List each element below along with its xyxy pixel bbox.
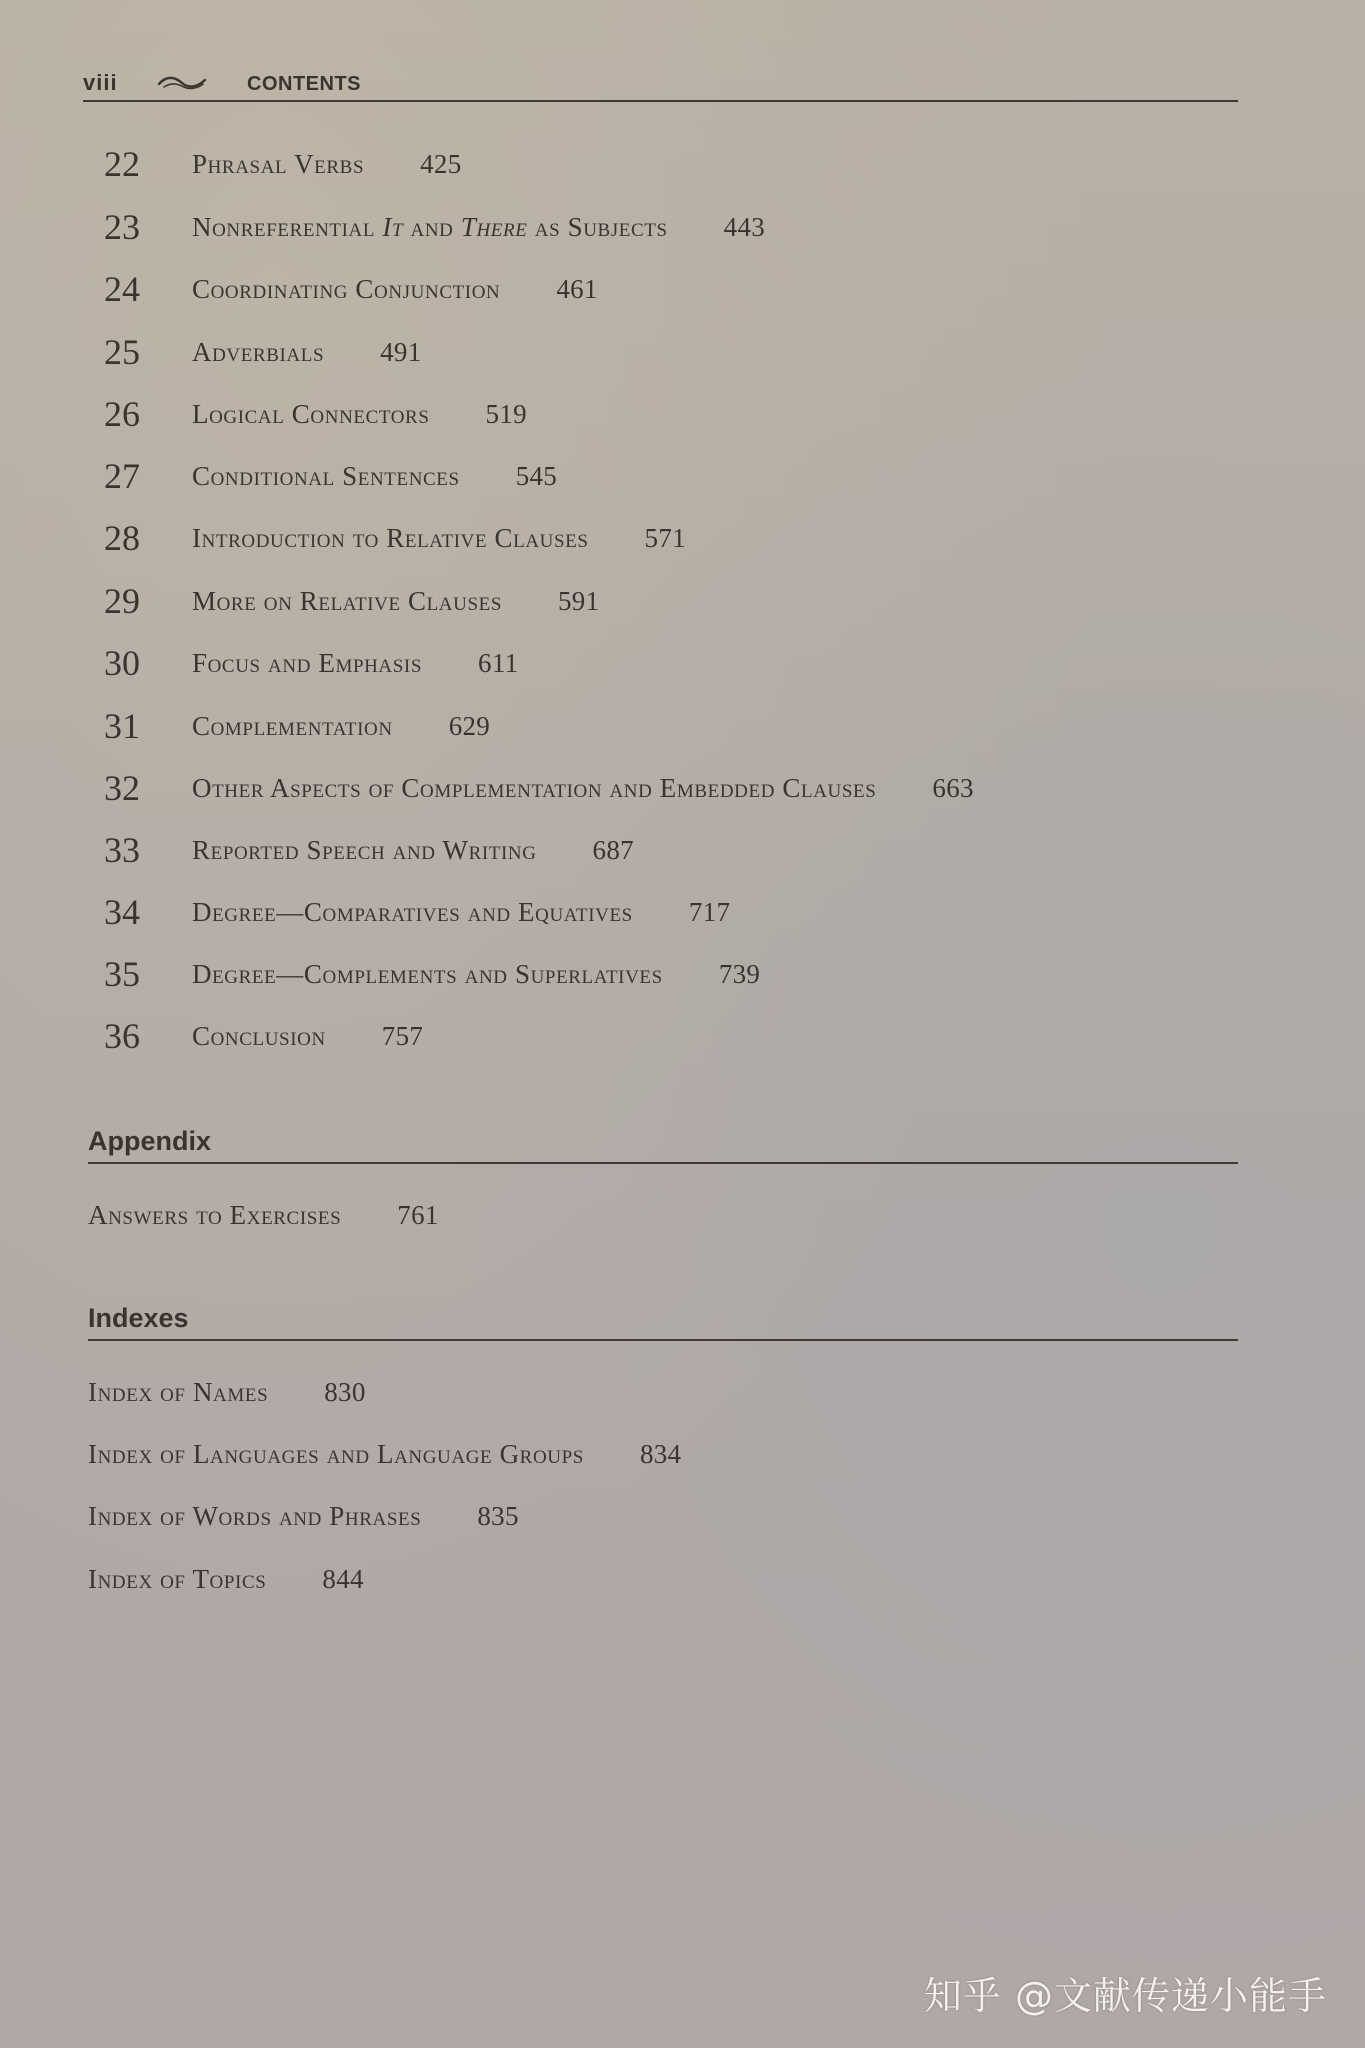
chapter-title: More on Relative Clauses 591 [192, 586, 600, 616]
chapter-page: 491 [380, 337, 422, 367]
chapter-page: 591 [558, 586, 600, 616]
index-entry[interactable]: Index of Topics 844 [88, 1564, 364, 1594]
chapter-entry[interactable] [0, 390, 1365, 438]
chapter-number: 30 [104, 643, 140, 683]
chapter-number: 36 [104, 1016, 140, 1056]
chapter-number: 32 [104, 768, 140, 808]
chapter-number: 33 [104, 830, 140, 870]
chapter-number: 26 [104, 394, 140, 434]
chapter-entry[interactable] [0, 950, 1365, 998]
chapter-page: 629 [448, 711, 491, 741]
entry-page: 830 [324, 1377, 366, 1407]
index-entry[interactable]: Index of Names 830 [88, 1377, 366, 1407]
chapter-page: 425 [420, 149, 462, 179]
chapter-number: 27 [104, 456, 140, 496]
chapter-title: Nonreferential It and There as Subjects 443 [192, 212, 766, 242]
chapter-number: 25 [104, 332, 140, 372]
chapter-page: 663 [932, 773, 974, 803]
chapter-page: 757 [381, 1021, 424, 1051]
chapter-number: 29 [104, 581, 140, 621]
chapter-entry[interactable] [0, 1012, 1365, 1060]
chapter-entry[interactable] [0, 452, 1365, 500]
chapter-title: Phrasal Verbs 425 [192, 149, 462, 179]
chapter-number: 35 [104, 954, 140, 994]
watermark: 知乎 @文献传递小能手 [923, 1974, 1327, 2018]
chapter-title: Degree—Complements and Superlatives 739 [192, 959, 761, 989]
chapter-page: 545 [515, 461, 558, 491]
index-entry[interactable]: Index of Languages and Language Groups 834 [88, 1439, 682, 1469]
chapter-title: Conclusion 757 [192, 1021, 424, 1051]
entry-page: 761 [397, 1200, 439, 1230]
chapter-entry[interactable] [0, 203, 1365, 251]
chapter-title: Coordinating Conjunction 461 [192, 274, 598, 304]
chapter-title: Other Aspects of Complementation and Embedded Clauses 663 [192, 773, 974, 803]
chapter-entry[interactable] [0, 577, 1365, 625]
chapter-number: 34 [104, 892, 140, 932]
chapter-page: 687 [592, 835, 634, 865]
page-header [83, 68, 1238, 102]
chapter-page: 717 [688, 897, 731, 927]
chapter-page: 461 [556, 274, 598, 304]
chapter-title: Conditional Sentences 545 [192, 461, 558, 491]
chapter-number: 31 [104, 706, 140, 746]
chapter-title: Degree—Comparatives and Equatives 717 [192, 897, 731, 927]
chapter-title: Reported Speech and Writing 687 [192, 835, 634, 865]
chapter-number: 22 [104, 144, 140, 184]
chapter-entry[interactable] [0, 888, 1365, 936]
chapter-title: Adverbials 491 [192, 337, 422, 367]
chapter-title: Logical Connectors 519 [192, 399, 527, 429]
entry-page: 844 [322, 1564, 364, 1594]
chapter-page: 739 [718, 959, 761, 989]
chapter-entry[interactable] [0, 702, 1365, 750]
indexes-heading: Indexes [88, 1301, 1238, 1341]
chapter-entry[interactable] [0, 826, 1365, 874]
chapter-title: Introduction to Relative Clauses 571 [192, 523, 686, 553]
chapter-title: Complementation 629 [192, 711, 491, 741]
appendix-heading: Appendix [88, 1124, 1238, 1164]
chapter-entry[interactable] [0, 328, 1365, 376]
page-number: viii [83, 70, 118, 95]
chapter-page: 611 [478, 648, 519, 678]
chapter-entry[interactable] [0, 639, 1365, 687]
appendix-entry[interactable]: Answers to Exercises 761 [88, 1200, 439, 1230]
chapter-page: 443 [723, 212, 766, 242]
running-head: CONTENTS [247, 73, 361, 95]
chapter-entry[interactable] [0, 514, 1365, 562]
chapter-entry[interactable] [0, 764, 1365, 812]
index-entry[interactable]: Index of Words and Phrases 835 [88, 1501, 519, 1531]
swash-ornament-icon [156, 72, 208, 94]
chapter-entry[interactable] [0, 265, 1365, 313]
chapter-number: 28 [104, 518, 140, 558]
entry-page: 834 [639, 1439, 682, 1469]
chapter-number: 23 [104, 207, 140, 247]
chapter-number: 24 [104, 269, 140, 309]
chapter-page: 571 [644, 523, 686, 553]
entry-page: 835 [477, 1501, 519, 1531]
chapter-page: 519 [485, 399, 527, 429]
chapter-title: Focus and Emphasis 611 [192, 648, 519, 678]
chapter-entry[interactable] [0, 140, 1365, 188]
